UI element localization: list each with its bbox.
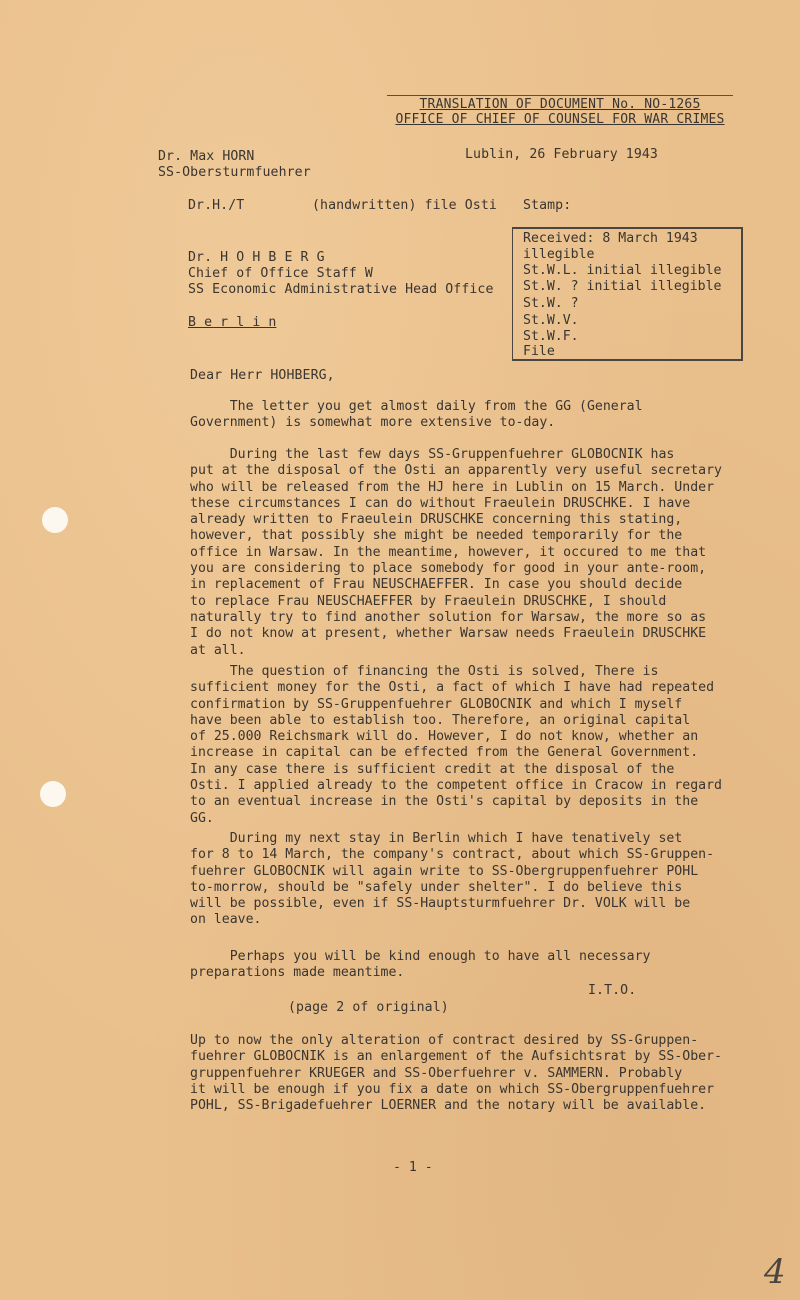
letter-body (190, 949, 750, 982)
reference-file: (handwritten) file Osti (312, 198, 497, 213)
ito-mark: I.T.O. (588, 983, 637, 998)
page-number: - 1 - (393, 1160, 433, 1175)
corner-mark: 4 (764, 1252, 786, 1292)
stamp-line: St.W.F. (523, 329, 579, 344)
stamp-line: St.W.V. (523, 313, 579, 328)
letter-body (190, 447, 750, 659)
stamp-line: Received: 8 March 1943 (523, 231, 698, 246)
stamp-line: illegible (523, 247, 595, 262)
translation-header (387, 95, 733, 127)
recipient-title: Chief of Office Staff W (188, 266, 373, 281)
letter-body (190, 831, 750, 929)
reference-initials: Dr.H./T (188, 198, 245, 213)
place-date: Lublin, 26 February 1943 (465, 147, 658, 162)
letter-body (190, 664, 750, 827)
recipient-city: B e r l i n (188, 315, 277, 330)
recipient-office: SS Economic Administrative Head Office (188, 282, 494, 297)
header-line-2: OFFICE OF CHIEF OF COUNSEL FOR WAR CRIMES (395, 112, 725, 127)
punch-hole (42, 507, 68, 533)
continuation-paragraph: Up to now the only alteration of contract desired by SS-Gruppen- fuehrer GLOBOCNIK is an enlargement of the Aufsichtsrat by SS-Ober- gruppenfuehrer KRUEGER and SS-Oberfuehrer v. SAMMERN. Probably it will be enough if you fix a date on which SS-Obergruppenfuehrer POHL, SS-Brigadefuehrer LOERNER and the notary will be available. (190, 1033, 722, 1114)
letter-body (190, 1033, 750, 1114)
header-line-1: TRANSLATION OF DOCUMENT No. NO-1265 (419, 97, 701, 112)
sender-name: Dr. Max HORN (158, 149, 255, 164)
stamp-label: Stamp: (523, 198, 572, 213)
letter-body (190, 399, 750, 432)
paragraph-2: During the last few days SS-Gruppenfuehrer GLOBOCNIK has put at the disposal of the Osti an apparently very useful secretary who will be released from the HJ here in Lublin on 15 March. Under these circumstances I can do without Fraeulein DRUSCHKE. I have already written to Fraeulein DRUSCHKE concerning this stating, however, that possibly she might be needed temporarily for the office in Warsaw. In the meantime, however, it occured to me that you are considering to place somebody for good in your ante-room, in replacement of Frau NEUSCHAEFFER. In case you should decide to replace Frau NEUSCHAEFFER by Fraeulein DRUSCHKE, I should naturally try to find another solution for Warsaw, the more so as I do not know at present, whether Warsaw needs Fraeulein DRUSCHKE at all. (190, 447, 722, 658)
salutation: Dear Herr HOHBERG, (190, 368, 335, 383)
paragraph-3: The question of financing the Osti is solved, There is sufficient money for the Osti, a fact of which I have had repeated confirmation by SS-Gruppenfuehrer GLOBOCNIK and which I myself have been able to establish too. Therefore, an original capital of 25.000 Reichsmark will do. However, I do not know, whether an increase in capital can be effected from the General Government. In any case there is sufficient credit at the disposal of the Osti. I applied already to the competent office in Cracow in regard to an eventual increase in the Osti's capital by deposits in the GG. (190, 664, 722, 826)
received-stamp (512, 227, 743, 361)
recipient-name: Dr. H O H B E R G (188, 250, 325, 265)
paragraph-5: Perhaps you will be kind enough to have all necessary preparations made meantime. (190, 949, 651, 981)
stamp-line: File (523, 344, 555, 359)
page-note: (page 2 of original) (288, 1000, 449, 1015)
punch-hole (40, 781, 66, 807)
paragraph-4: During my next stay in Berlin which I have tenatively set for 8 to 14 March, the company's contract, about which SS-Gruppen- fuehrer GLOBOCNIK will again write to SS-Obergruppenfuehrer POHL to-morrow, should be "safely under shelter". I do believe this will be possible, even if SS-Hauptsturmfuehrer Dr. VOLK will be on leave. (190, 831, 715, 928)
stamp-line: St.W.L. initial illegible (523, 263, 722, 278)
stamp-line: St.W. ? initial illegible (523, 279, 722, 294)
paragraph-1: The letter you get almost daily from the GG (General Government) is somewhat more extensive to-day. (190, 399, 643, 431)
sender-rank: SS-Obersturmfuehrer (158, 165, 311, 180)
stamp-line: St.W. ? (523, 296, 579, 311)
